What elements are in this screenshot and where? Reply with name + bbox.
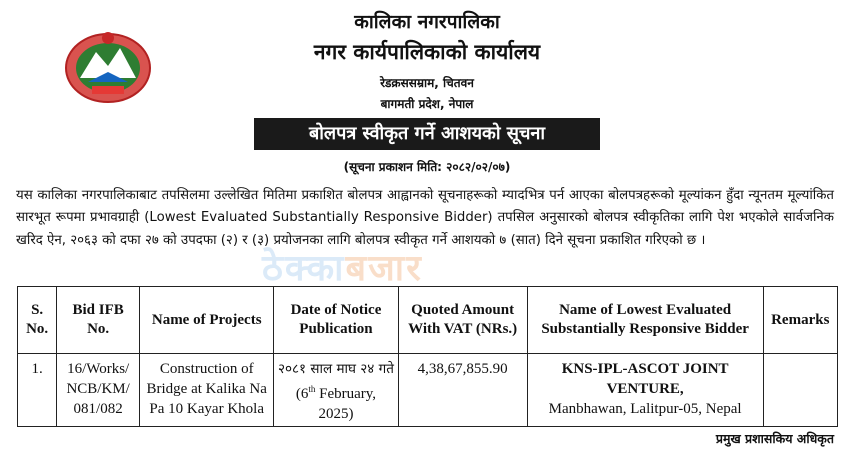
header-bid-ifb: Bid IFB No. (57, 287, 140, 354)
publication-date: (सूचना प्रकाशन मिति: २०८२/०२/०७) (343, 160, 511, 174)
header-amount: Quoted Amount With VAT (NRs.) (398, 287, 527, 354)
cell-sno: 1. (18, 354, 57, 427)
header-bidder: Name of Lowest Evaluated Substantially Responsive Bidder (527, 287, 763, 354)
tender-table (17, 286, 838, 427)
organization-name: कालिका नगरपालिका (354, 11, 500, 33)
bidder-name: KNS-IPL-ASCOT JOINT VENTURE, (561, 361, 729, 397)
address-line-2: बागमती प्रदेश, नेपाल (380, 97, 474, 111)
notice-body-paragraph: यस कालिका नगरपालिकाबाट तपसिलमा उल्लेखित मितिमा प्रकाशित बोलपत्र आह्वानको सूचनाहरूको म्यादभित्र पर्न आएका बोलपत्रहरूको मूल्यांकन हुँदा न्यूनतम मूल्यांकित सारभूत रूपमा प्रभावग्राही (Lowest Evaluated Substantially Responsive Bidder) तपसिल अनुसारको बोलपत्र स्वीकृतिका लागि पेश भएकोले सार्वजनिक खरिद ऐन, २०६३ को दफा २७ को उपदफा (२) र (३) प्रयोजनका लागि बोलपत्र स्वीकृत गर्ने आशयको ७ (सात) दिने सूचना प्रकाशित गरिएको छ । (16, 188, 834, 248)
header-sno: S. No. (18, 287, 57, 354)
watermark-part-1: ठेक्का (262, 248, 346, 289)
office-name: नगर कार्यपालिकाको कार्यालय (313, 40, 541, 64)
cell-date (274, 354, 398, 427)
header-remarks: Remarks (763, 287, 838, 354)
date-nepali: २०८१ साल माघ २४ गते (278, 361, 394, 377)
bidder-address: Manbhawan, Lalitpur-05, Nepal (548, 401, 742, 417)
header-project: Name of Projects (140, 287, 274, 354)
watermark (262, 242, 423, 291)
date-english-pre: (6 (295, 386, 309, 402)
cell-bidder (527, 354, 763, 427)
cell-amount: 4,38,67,855.90 (398, 354, 527, 427)
cell-bid-ifb: 16/Works/ NCB/KM/ 081/082 (57, 354, 140, 427)
table-row (18, 354, 838, 427)
cell-project: Construction of Bridge at Kalika Na Pa 10 Kayar Khola (140, 354, 274, 427)
header-date: Date of Notice Publication (274, 287, 398, 354)
table-header-row (18, 287, 838, 354)
date-english-post: February, 2025) (318, 386, 377, 422)
watermark-part-2: बजार (345, 248, 423, 289)
notice-title-banner: बोलपत्र स्वीकृत गर्ने आशयको सूचना (254, 118, 600, 150)
date-english-sup: th (308, 384, 316, 394)
cell-remarks (763, 354, 838, 427)
address-line-1: रेडक्रससम्राम, चितवन (380, 76, 474, 90)
signature-designation: प्रमुख प्रशासकिय अधिकृत (715, 431, 834, 446)
